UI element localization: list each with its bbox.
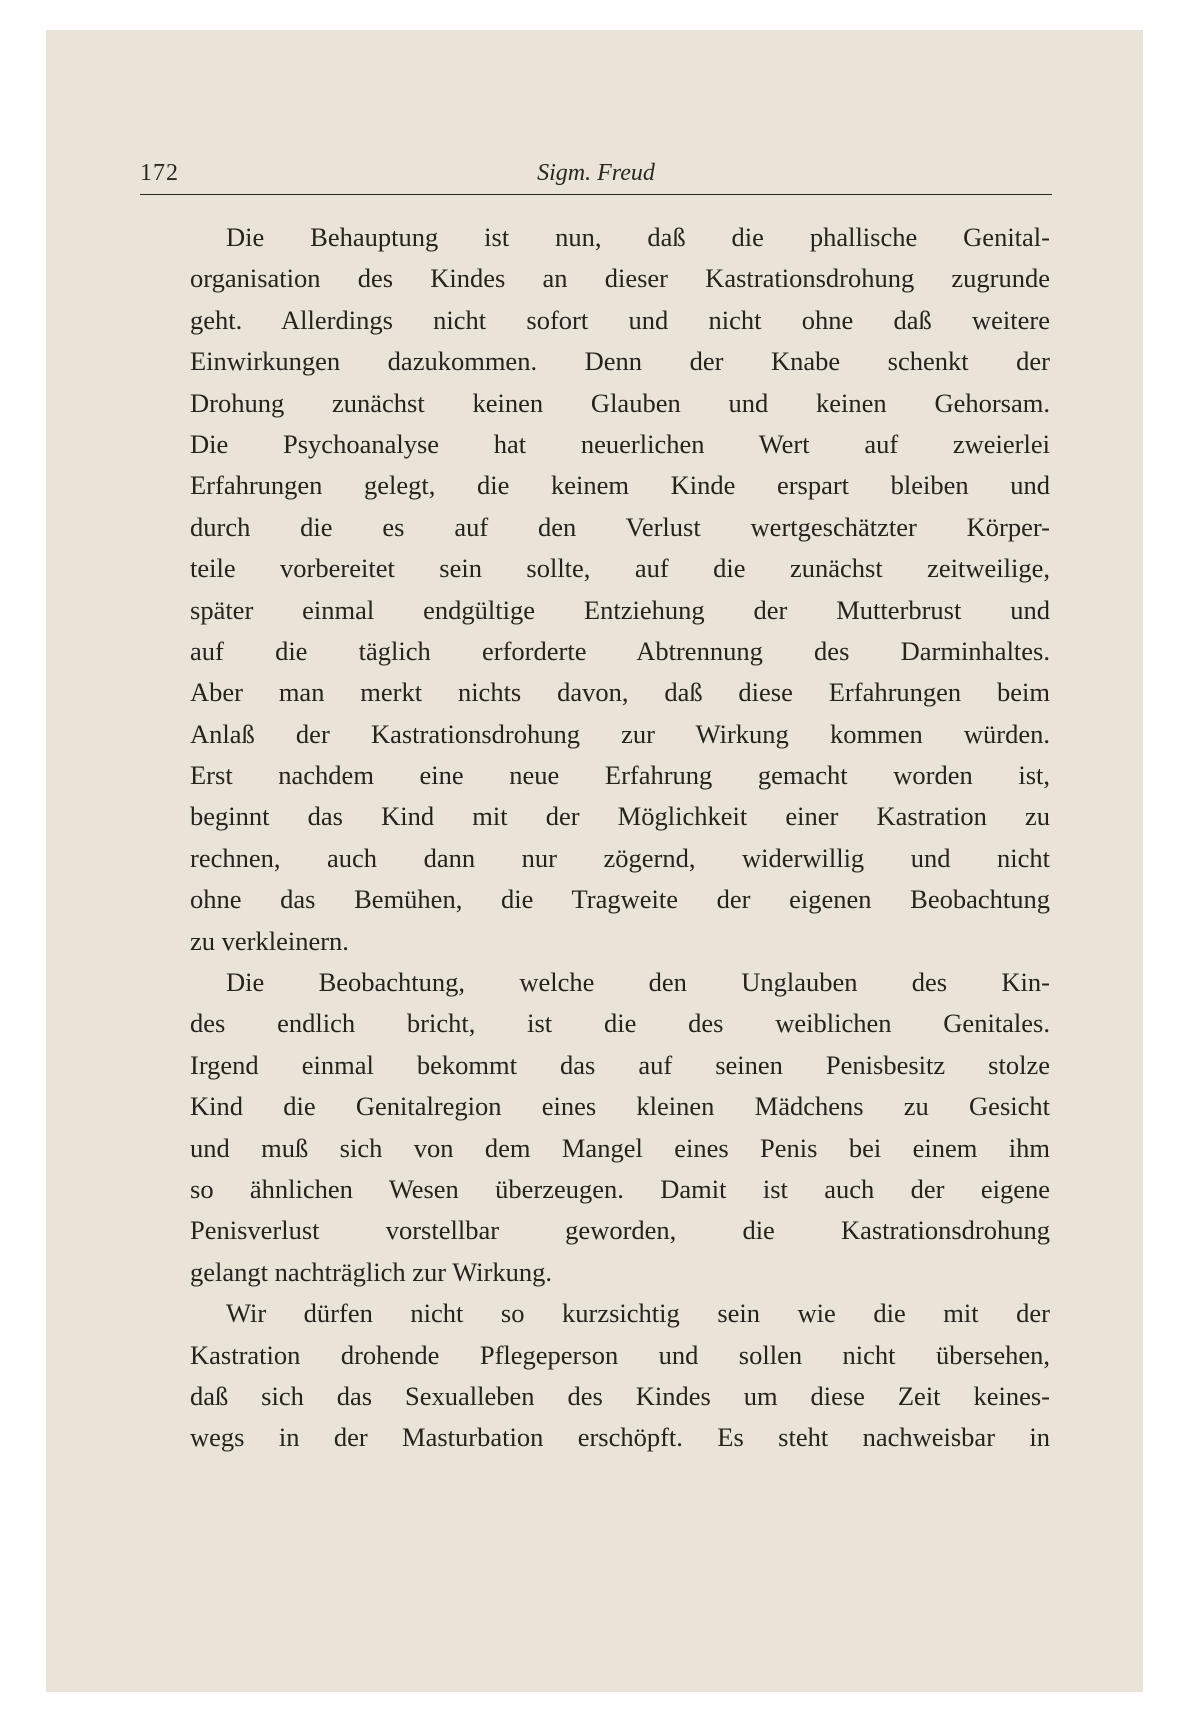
text-line: auf die täglich erforderte Abtrennung des Darminhaltes.	[190, 635, 1050, 666]
text-line: Erfahrungen gelegt, die keinem Kinde erspart bleiben und	[190, 470, 1050, 501]
text-line: organisation des Kindes an dieser Kastrationsdrohung zugrunde	[190, 263, 1050, 294]
text-line: teile vorbereitet sein sollte, auf die zunächst zeitweilige,	[190, 553, 1050, 584]
text-line: rechnen, auch dann nur zögernd, widerwillig und nicht	[190, 842, 1050, 873]
text-line: Wir dürfen nicht so kurzsichtig sein wie die mit der	[226, 1298, 1050, 1329]
text-line: Irgend einmal bekommt das auf seinen Penisbesitz stolze	[190, 1049, 1050, 1080]
page-header	[140, 160, 1052, 195]
text-line: Einwirkungen dazukommen. Denn der Knabe schenkt der	[190, 346, 1050, 377]
text-line: Aber man merkt nichts davon, daß diese Erfahrungen beim	[190, 677, 1050, 708]
text-line: und muß sich von dem Mangel eines Penis bei einem ihm	[190, 1132, 1050, 1163]
page-number: 172	[140, 160, 179, 186]
text-line: so ähnlichen Wesen überzeugen. Damit ist auch der eigene	[190, 1173, 1050, 1204]
text-line: Drohung zunächst keinen Glauben und keinen Gehorsam.	[190, 387, 1050, 418]
text-line: Die Beobachtung, welche den Unglauben des Kin-	[226, 967, 1050, 998]
text-line: ohne das Bemühen, die Tragweite der eigenen Beobachtung	[190, 884, 1050, 915]
text-line: gelangt nachträglich zur Wirkung.	[190, 1256, 552, 1287]
text-line: geht. Allerdings nicht sofort und nicht ohne daß weitere	[190, 304, 1050, 335]
text-line: Die Behauptung ist nun, daß die phallische Genital-	[226, 222, 1050, 252]
running-head: Sigm. Freud	[537, 160, 655, 186]
text-line: Kastration drohende Pflegeperson und sollen nicht übersehen,	[190, 1339, 1050, 1370]
text-line: später einmal endgültige Entziehung der Mutterbrust und	[190, 594, 1050, 625]
paragraph-3	[190, 1293, 1050, 1459]
text-line: daß sich das Sexualleben des Kindes um diese Zeit keines-	[190, 1380, 1050, 1411]
text-line: Penisverlust vorstellbar geworden, die Kastrationsdrohung	[190, 1215, 1050, 1246]
text-line: Anlaß der Kastrationsdrohung zur Wirkung kommen würden.	[190, 718, 1050, 749]
text-line: des endlich bricht, ist die des weiblichen Genitales.	[190, 1008, 1050, 1039]
paragraph-1	[190, 217, 1050, 962]
text-line: durch die es auf den Verlust wertgeschätzter Körper-	[190, 511, 1050, 542]
text-line: beginnt das Kind mit der Möglichkeit einer Kastration zu	[190, 801, 1050, 832]
text-line: Die Psychoanalyse hat neuerlichen Wert auf zweierlei	[190, 428, 1050, 459]
paragraph-2	[190, 962, 1050, 1293]
text-line: wegs in der Masturbation erschöpft. Es steht nachweisbar in	[190, 1422, 1050, 1453]
body-text	[190, 217, 1050, 1459]
text-line: zu verkleinern.	[190, 925, 349, 956]
text-line: Kind die Genitalregion eines kleinen Mädchens zu Gesicht	[190, 1091, 1050, 1122]
text-line: Erst nachdem eine neue Erfahrung gemacht worden ist,	[190, 760, 1050, 791]
